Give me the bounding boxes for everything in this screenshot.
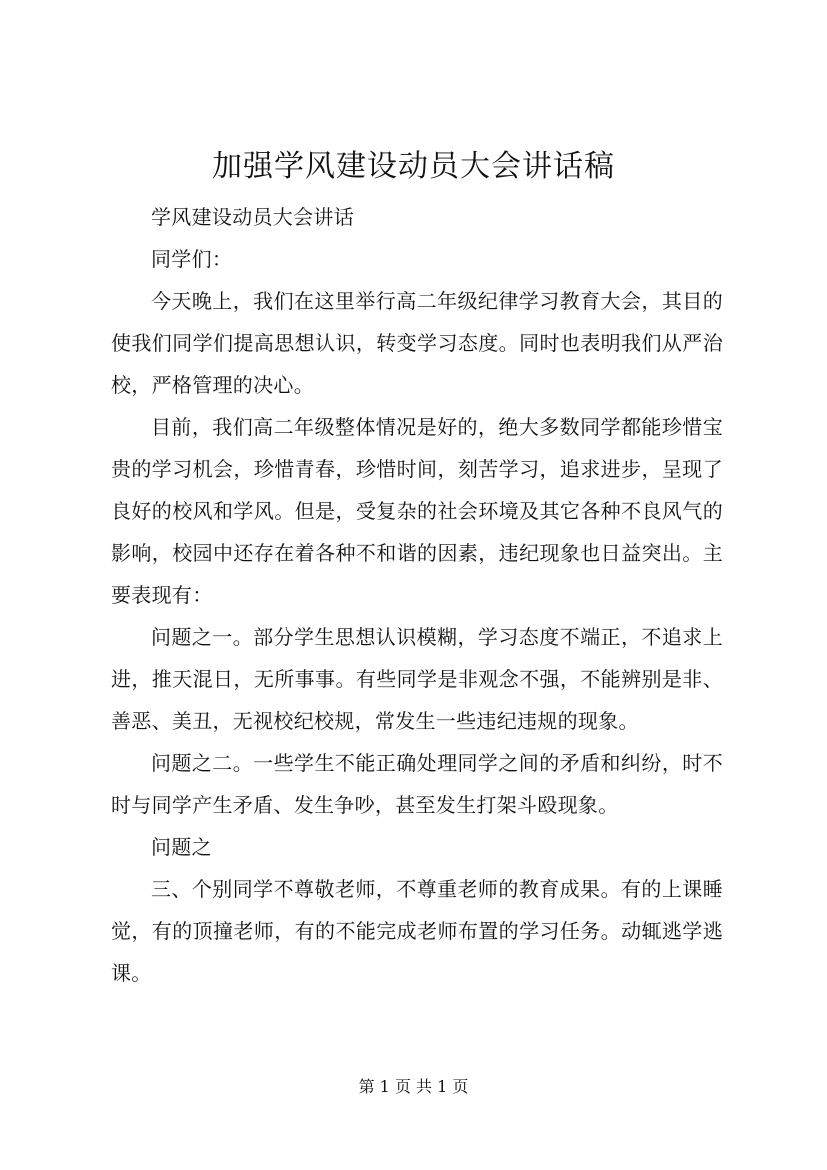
- paragraph-problem-one: 问题之一。部分学生思想认识模糊，学习态度不端正，不追求上进，推天混日，无所事事。有些同学是非观念不强，不能辨别是非、善恶、美丑，无视校纪校规，常发生一些违纪违规的现象。: [111, 625, 723, 733]
- page-footer: 第 1 页 共 1 页: [358, 1077, 469, 1096]
- paragraph-greeting: 同学们：: [151, 247, 233, 271]
- document-body: [111, 196, 723, 994]
- paragraph-problem-two: 问题之二。一些学生不能正确处理同学之间的矛盾和纠纷，时不时与同学产生矛盾、发生争吵，甚至发生打架斗殴现象。: [111, 751, 723, 817]
- paragraph-problem-three: 三、个别同学不尊敬老师，不尊重老师的教育成果。有的上课睡觉，有的顶撞老师，有的不能完成老师布置的学习任务。动辄逃学逃课。: [111, 877, 723, 985]
- paragraph-subtitle: 学风建设动员大会讲话: [151, 205, 354, 229]
- document-title: 加强学风建设动员大会讲话稿: [212, 149, 615, 184]
- paragraph-problem-three-heading: 问题之: [151, 835, 212, 859]
- paragraph-intro: 今天晚上，我们在这里举行高二年级纪律学习教育大会，其目的使我们同学们提高思想认识，转变学习态度。同时也表明我们从严治校，严格管理的决心。: [111, 289, 723, 397]
- paragraph-situation: 目前，我们高二年级整体情况是好的，绝大多数同学都能珍惜宝贵的学习机会，珍惜青春，珍惜时间，刻苦学习，追求进步，呈现了良好的校风和学风。但是，受复杂的社会环境及其它各种不良风气的影响，校园中还存在着各种不和谐的因素，违纪现象也日益突出。主要表现有：: [111, 415, 723, 607]
